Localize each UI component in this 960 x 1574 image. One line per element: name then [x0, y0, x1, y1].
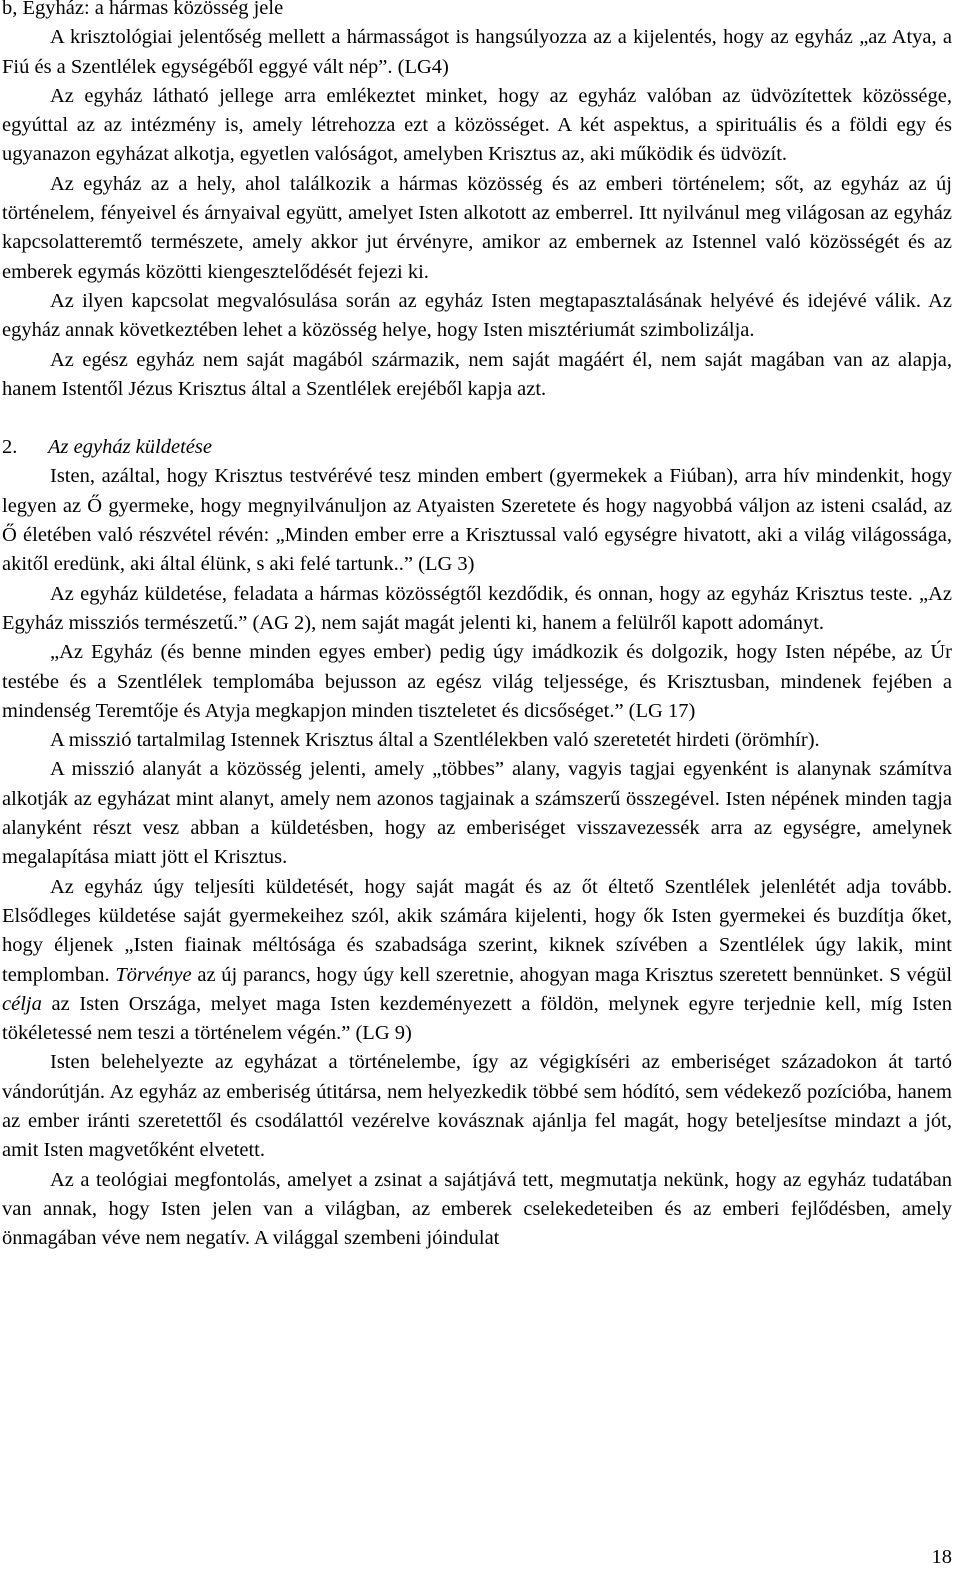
italic-term: célja — [2, 992, 42, 1015]
page-number: 18 — [931, 1546, 952, 1568]
paragraph: A krisztológiai jelentőség mellett a hármasságot is hangsúlyozza az a kijelentés, hogy az egyház „az Atya, a Fiú és a Szentlélek egységéből eggyé vált nép”. (LG4) — [2, 26, 952, 78]
paragraph: A misszió alanyát a közösség jelenti, amely „többes” alany, vagyis tagjai egyenként is alanynak számítva alkotják az egyházat mint alanyt, amely nem azonos tagjainak a számszerű összegével. Isten népének minden tagja alanyként részt vesz abban a küldetésben, hogy az emberiséget visszavezessék arra az egységre, amelynek megalapítása miatt jött el Krisztus. — [2, 758, 952, 869]
section-spacer — [2, 404, 952, 433]
quote-paragraph: „Az Egyház (és benne minden egyes ember) pedig úgy imádkozik és dolgozik, hogy Isten népébe, az Úr testébe és a Szentlélek templomába bejusson az egész világ teljessége, és Krisztusban, mindenek fejében a mindenség Teremtője és Atyja megkapjon minden tiszteletet és dicsőséget.” (LG 17) — [2, 641, 952, 722]
paragraph — [2, 873, 952, 1049]
paragraph: Az egyház küldetése, feladata a hármas közösségtől kezdődik, és onnan, hogy az egyház Krisztus teste. „Az Egyház missziós természetű.” (AG 2), nem saját magát jelenti ki, hanem a felülről kapott adományt. — [2, 582, 952, 634]
paragraph: Az egyház az a hely, ahol találkozik a hármas közösség és az emberi történelem; sőt, az egyház az új történelem, fényeivel és árnyaival együtt, amelyet Isten alkotott az emberrel. Itt nyilvánul meg világosan az egyház kapcsolatteremtő természete, amely akkor jut érvényre, amikor az embernek az Istennel való közösségét és az emberek egymás közötti kiengesztelődését fejezi ki. — [2, 172, 952, 283]
text-run: az új parancs, hogy úgy kell szeretnie, ahogyan maga Krisztus szeretett bennünket. S végül — [197, 963, 953, 986]
section-number: 2. — [2, 436, 18, 459]
text-run: Az egyház úgy teljesíti küldetését, hogy saját magát és az őt éltető Szentlélek jelenlétét adja tovább. Elsődleges küldetése saját gyermekeihez szól, akik számára kijelenti, hogy ők Isten gyermekei és buzdítja őket, hogy éljenek „Isten fiainak méltósága és szabadsága szerint, kiknek szívében a Szentlélek úgy lakik, mint templomban. — [2, 875, 952, 986]
paragraph: Az egyház látható jellege arra emlékeztet minket, hogy az egyház valóban az üdvözítettek közössége, egyúttal az az intézmény is, amely létrehozza ezt a közösséget. A két aspektus, a spirituális és a földi egy és ugyanazon egyházat alkotja, egyetlen valóságot, amelyben Krisztus az, aki működik és üdvözít. — [2, 84, 952, 166]
section-2-heading — [2, 433, 952, 462]
paragraph: Az ilyen kapcsolat megvalósulása során az egyház Isten megtapasztalásának helyévé és idejévé válik. Az egyház annak következtében lehet a közösség helye, hogy Isten misztériumát szimbolizálja. — [2, 289, 952, 342]
paragraph: Az a teológiai megfontolás, amelyet a zsinat a sajátjává tett, megmutatja nekünk, hogy az egyház tudatában van annak, hogy Isten jelen van a világban, az emberek cselekedeteiben és az emberi fejlődésben, amely önmagában véve nem negatív. A világgal szembeni jóindulat — [2, 1168, 952, 1250]
page-content — [2, 0, 952, 1253]
section-title: Az egyház küldetése — [48, 436, 212, 459]
italic-term: Törvénye — [115, 963, 192, 986]
paragraph: Isten, azáltal, hogy Krisztus testvérévé tesz minden embert (gyermekek a Fiúban), arra hív mindenkit, hogy legyen az Ő gyermeke, hogy megnyilvánuljon az Atyaisten Szeretete és hogy nagyobbá váljon az isteni család, az Ő életében való részvétel révén: „Minden ember erre a Krisztussal való egységre hivatott, aki a világ világossága, akitől eredünk, aki által élünk, s aki felé tartunk..” (LG 3) — [2, 465, 952, 576]
text-run: az Isten Országa, melyet maga Isten kezdeményezett a földön, melynek egyre terjednie kell, míg Isten tökéletessé nem teszi a történelem végén.” (LG 9) — [2, 992, 952, 1045]
paragraph: Az egész egyház nem saját magából származik, nem saját magáért él, nem saját magában van az alapja, hanem Istentől Jézus Krisztus által a Szentlélek erejéből kapja azt. — [2, 348, 952, 400]
paragraph: Isten belehelyezte az egyházat a történelembe, így az végigkíséri az emberiséget századokon át tartó vándorútján. Az egyház az emberiség útitársa, nem helyezkedik többé sem hódító, sem védekező pozícióba, hanem az ember iránti szeretettől és csodálattól vezérelve kovásznak ajánlja fel magát, hogy beteljesítse mindazt a jót, amit Isten magvetőként elvetett. — [2, 1051, 952, 1162]
paragraph: A misszió tartalmilag Istennek Krisztus által a Szentlélekben való szeretetét hirdeti (örömhír). — [50, 729, 820, 752]
section-b-heading: b, Egyház: a hármas közösség jele — [2, 0, 284, 19]
